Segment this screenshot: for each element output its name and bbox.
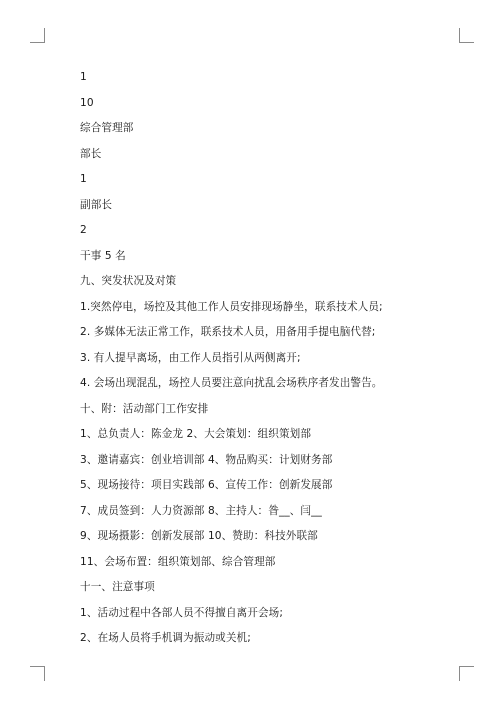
- text-line: 2. 多媒体无法正常工作，联系技术人员，用备用手提电脑代替;: [80, 326, 376, 338]
- text-line: 11、会场布置：组织策划部、综合管理部: [80, 555, 276, 568]
- text-line: 副部长: [80, 198, 113, 211]
- crop-mark-bottom-left: [30, 666, 45, 681]
- text-line: 5、现场接待：项目实践部 6、宣传工作：创新发展部: [80, 479, 333, 491]
- text-line: 3. 有人提早离场，由工作人员指引从两侧离开;: [80, 351, 301, 364]
- text-line: 2、在场人员将手机调为振动或关机;: [80, 632, 251, 644]
- crop-mark-bottom-right: [459, 666, 474, 681]
- section-heading: 十一、注意事项: [80, 581, 155, 593]
- section-heading: 十、附：活动部门工作安排: [80, 402, 209, 415]
- crop-mark-top-left: [30, 28, 45, 43]
- text-line: 1、活动过程中各部人员不得擅自离开会场;: [80, 606, 283, 619]
- text-line: 1: [80, 173, 87, 185]
- text-line: 7、成员签到：人力资源部 8、主持人：昝__、闫__: [80, 504, 322, 517]
- section-heading: 九、突发状况及对策: [80, 275, 177, 287]
- text-line: 2: [80, 224, 87, 236]
- text-line: 部长: [80, 147, 102, 160]
- text-line: 1.突然停电，场控及其他工作人员安排现场静坐，联系技术人员;: [80, 300, 383, 313]
- document-body: [80, 68, 440, 655]
- text-line: 1: [80, 71, 87, 83]
- text-line: 9、现场摄影：创新发展部 10、赞助：科技外联部: [80, 530, 318, 542]
- text-line: 1、总负责人：陈金龙 2、大会策划：组织策划部: [80, 428, 312, 440]
- text-line: 综合管理部: [80, 122, 134, 134]
- text-line: 4. 会场出现混乱，场控人员要注意向扰乱会场秩序者发出警告。: [80, 377, 383, 389]
- text-line: 3、邀请嘉宾：创业培训部 4、物品购买：计划财务部: [80, 453, 333, 466]
- crop-mark-top-right: [459, 28, 474, 43]
- text-line: 10: [80, 96, 94, 109]
- text-line: 干事 5 名: [80, 249, 126, 262]
